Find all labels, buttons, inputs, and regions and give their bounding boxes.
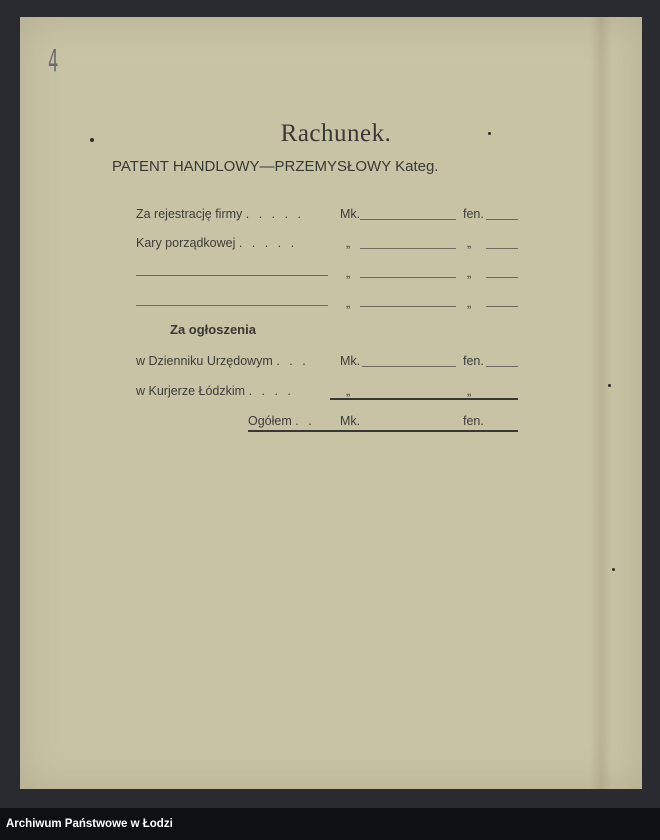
archive-footer xyxy=(0,808,660,840)
ditto-mark: „ xyxy=(467,296,472,310)
amount-line xyxy=(360,306,456,307)
blank-label-line xyxy=(136,275,328,276)
form-row-registration xyxy=(136,207,304,221)
row-dots: . . . . . xyxy=(238,236,298,250)
total-label: Ogółem xyxy=(248,414,292,428)
paper-speck xyxy=(608,384,611,387)
ditto-mark: „ xyxy=(346,384,351,398)
amount-line xyxy=(360,248,456,249)
paper-speck xyxy=(90,138,94,142)
unit-mk: Mk. xyxy=(340,354,361,368)
paper-speck xyxy=(488,132,491,135)
amount-line xyxy=(360,277,456,278)
row-dots: . . . . xyxy=(248,384,294,398)
ditto-mark: „ xyxy=(346,266,351,280)
row-dots: . . . . . xyxy=(245,207,305,221)
document-title: Rachunek. xyxy=(280,120,392,147)
form-row-penalty xyxy=(136,236,297,250)
amount-line xyxy=(362,366,456,367)
amount-line xyxy=(360,219,456,220)
ditto-mark: „ xyxy=(467,384,472,398)
fen-line xyxy=(486,366,518,367)
ditto-mark: „ xyxy=(467,266,472,280)
row-label: w Kurjerze Łódzkim xyxy=(136,384,246,398)
fen-line xyxy=(486,306,518,307)
total-rule xyxy=(248,430,518,432)
paper-speck xyxy=(612,568,615,571)
blank-label-line xyxy=(136,305,328,306)
fen-line xyxy=(486,277,518,278)
unit-fen: fen. xyxy=(463,414,484,428)
form-row-dziennik xyxy=(136,354,309,368)
document-subtitle: PATENT HANDLOWY—PRZEMYSŁOWY Kateg. xyxy=(112,158,439,175)
form-row-kurjer xyxy=(136,384,294,398)
row-label: Za rejestrację firmy xyxy=(136,207,243,221)
ditto-mark: „ xyxy=(467,236,472,250)
unit-mk: Mk. xyxy=(340,207,361,221)
total-row xyxy=(248,414,315,428)
row-label: Kary porządkowej xyxy=(136,236,236,250)
fen-line xyxy=(486,248,518,249)
unit-fen: fen. xyxy=(463,354,484,368)
total-dots: . . xyxy=(295,414,315,428)
row-dots: . . . xyxy=(276,354,309,368)
archive-name: Archiwum Państwowe w Łodzi xyxy=(6,818,173,830)
unit-fen: fen. xyxy=(463,207,484,221)
unit-mk: Mk. xyxy=(340,414,361,428)
subtotal-rule xyxy=(330,398,518,400)
section-header-ads: Za ogłoszenia xyxy=(170,322,256,337)
row-label: w Dzienniku Urzędowym xyxy=(136,354,273,368)
page-number: 4 xyxy=(48,44,59,79)
fen-line xyxy=(486,219,518,220)
ditto-mark: „ xyxy=(346,236,351,250)
ditto-mark: „ xyxy=(346,296,351,310)
